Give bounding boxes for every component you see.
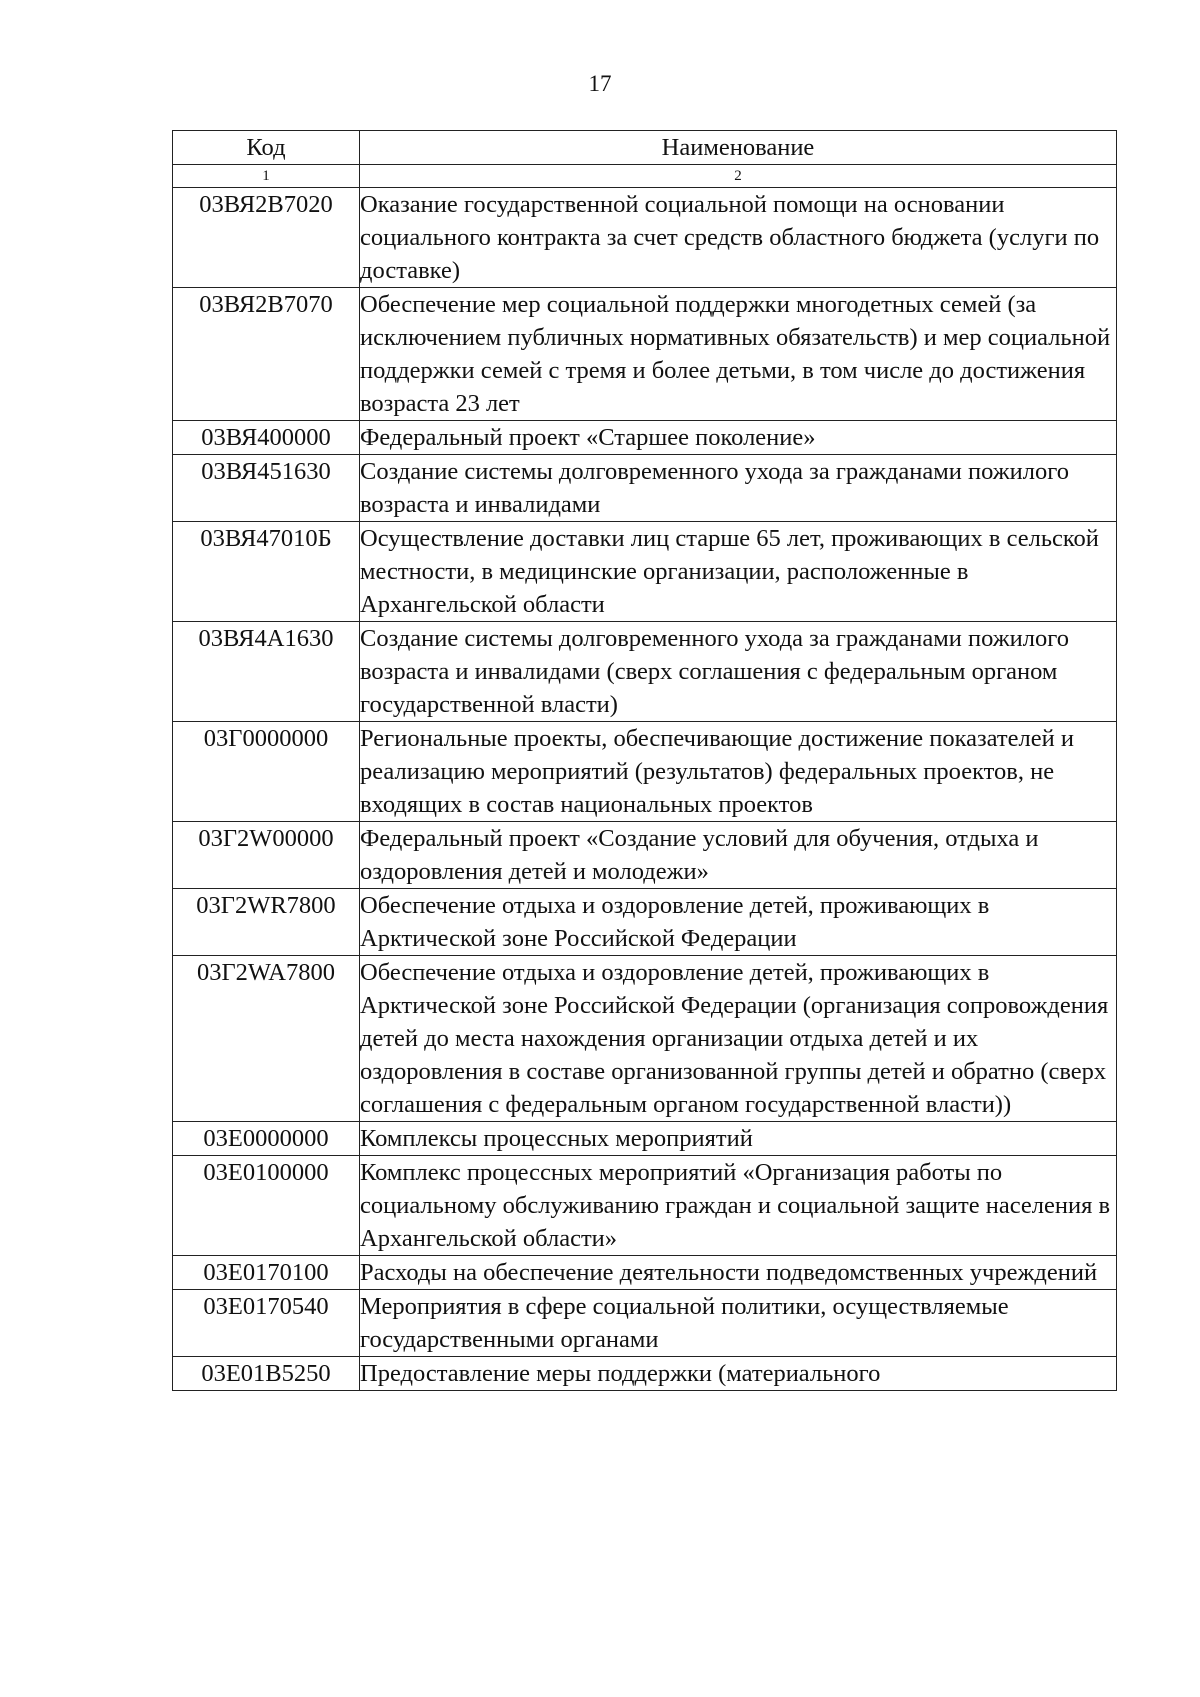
- column-number-2: 2: [360, 165, 1117, 188]
- row-code: 03Г2WR7800: [173, 889, 360, 956]
- table-row: [173, 622, 1117, 722]
- table-row: [173, 522, 1117, 622]
- table-row: [173, 822, 1117, 889]
- column-number-row: [173, 165, 1117, 188]
- row-code: 03ВЯ2В7020: [173, 188, 360, 288]
- row-code: 03ВЯ451630: [173, 455, 360, 522]
- page-number: 17: [588, 71, 612, 96]
- table-row: [173, 1357, 1117, 1391]
- row-code: 03Е0100000: [173, 1156, 360, 1256]
- table-row: [173, 722, 1117, 822]
- row-name: Расходы на обеспечение деятельности подведомственных учреждений: [360, 1256, 1117, 1290]
- row-code: 03ВЯ2В7070: [173, 288, 360, 421]
- row-name: Федеральный проект «Создание условий для обучения, отдыха и оздоровления детей и молодежи»: [360, 822, 1117, 889]
- row-code: 03Г2W00000: [173, 822, 360, 889]
- row-code: 03Е0170100: [173, 1256, 360, 1290]
- row-code: 03ВЯ4А1630: [173, 622, 360, 722]
- row-name: Комплексы процессных мероприятий: [360, 1122, 1117, 1156]
- table-header-row: [173, 131, 1117, 165]
- row-name: Осуществление доставки лиц старше 65 лет, проживающих в сельской местности, в медицинские организации, расположенные в Архангельской области: [360, 522, 1117, 622]
- table-row: [173, 1256, 1117, 1290]
- table-row: [173, 421, 1117, 455]
- table-row: [173, 288, 1117, 421]
- row-name: Предоставление меры поддержки (материального: [360, 1357, 1117, 1391]
- table-row: [173, 1290, 1117, 1357]
- row-code: 03ВЯ47010Б: [173, 522, 360, 622]
- row-name: Оказание государственной социальной помощи на основании социального контракта за счет средств областного бюджета (услуги по доставке): [360, 188, 1117, 288]
- table-row: [173, 455, 1117, 522]
- row-name: Региональные проекты, обеспечивающие достижение показателей и реализацию мероприятий (результатов) федеральных проектов, не входящих в состав национальных проектов: [360, 722, 1117, 822]
- table-row: [173, 889, 1117, 956]
- table-row: [173, 1122, 1117, 1156]
- row-code: 03Е0000000: [173, 1122, 360, 1156]
- header-code: Код: [173, 131, 360, 165]
- row-code: 03ВЯ400000: [173, 421, 360, 455]
- row-name: Создание системы долговременного ухода за гражданами пожилого возраста и инвалидами: [360, 455, 1117, 522]
- row-name: Комплекс процессных мероприятий «Организация работы по социальному обслуживанию граждан и социальной защите населения в Архангельской области»: [360, 1156, 1117, 1256]
- row-code: 03Г2WA7800: [173, 956, 360, 1122]
- row-name: Создание системы долговременного ухода за гражданами пожилого возраста и инвалидами (сверх соглашения с федеральным органом государственной власти): [360, 622, 1117, 722]
- row-code: 03Г0000000: [173, 722, 360, 822]
- table-row: [173, 188, 1117, 288]
- row-name: Мероприятия в сфере социальной политики, осуществляемые государственными органами: [360, 1290, 1117, 1357]
- row-code: 03Е0170540: [173, 1290, 360, 1357]
- header-name: Наименование: [360, 131, 1117, 165]
- row-name: Федеральный проект «Старшее поколение»: [360, 421, 1117, 455]
- column-number-1: 1: [173, 165, 360, 188]
- row-name: Обеспечение отдыха и оздоровление детей, проживающих в Арктической зоне Российской Федерации: [360, 889, 1117, 956]
- table-row: [173, 956, 1117, 1122]
- budget-code-table: [172, 130, 1117, 1391]
- row-name: Обеспечение отдыха и оздоровление детей, проживающих в Арктической зоне Российской Федерации (организация сопровождения детей до места нахождения организации отдыха детей и их оздоровления в составе организованной группы детей и обратно (сверх соглашения с федеральным органом государственной власти)): [360, 956, 1117, 1122]
- row-name: Обеспечение мер социальной поддержки многодетных семей (за исключением публичных нормативных обязательств) и мер социальной поддержки семей с тремя и более детьми, в том числе до достижения возраста 23 лет: [360, 288, 1117, 421]
- row-code: 03Е01В5250: [173, 1357, 360, 1391]
- table-row: [173, 1156, 1117, 1256]
